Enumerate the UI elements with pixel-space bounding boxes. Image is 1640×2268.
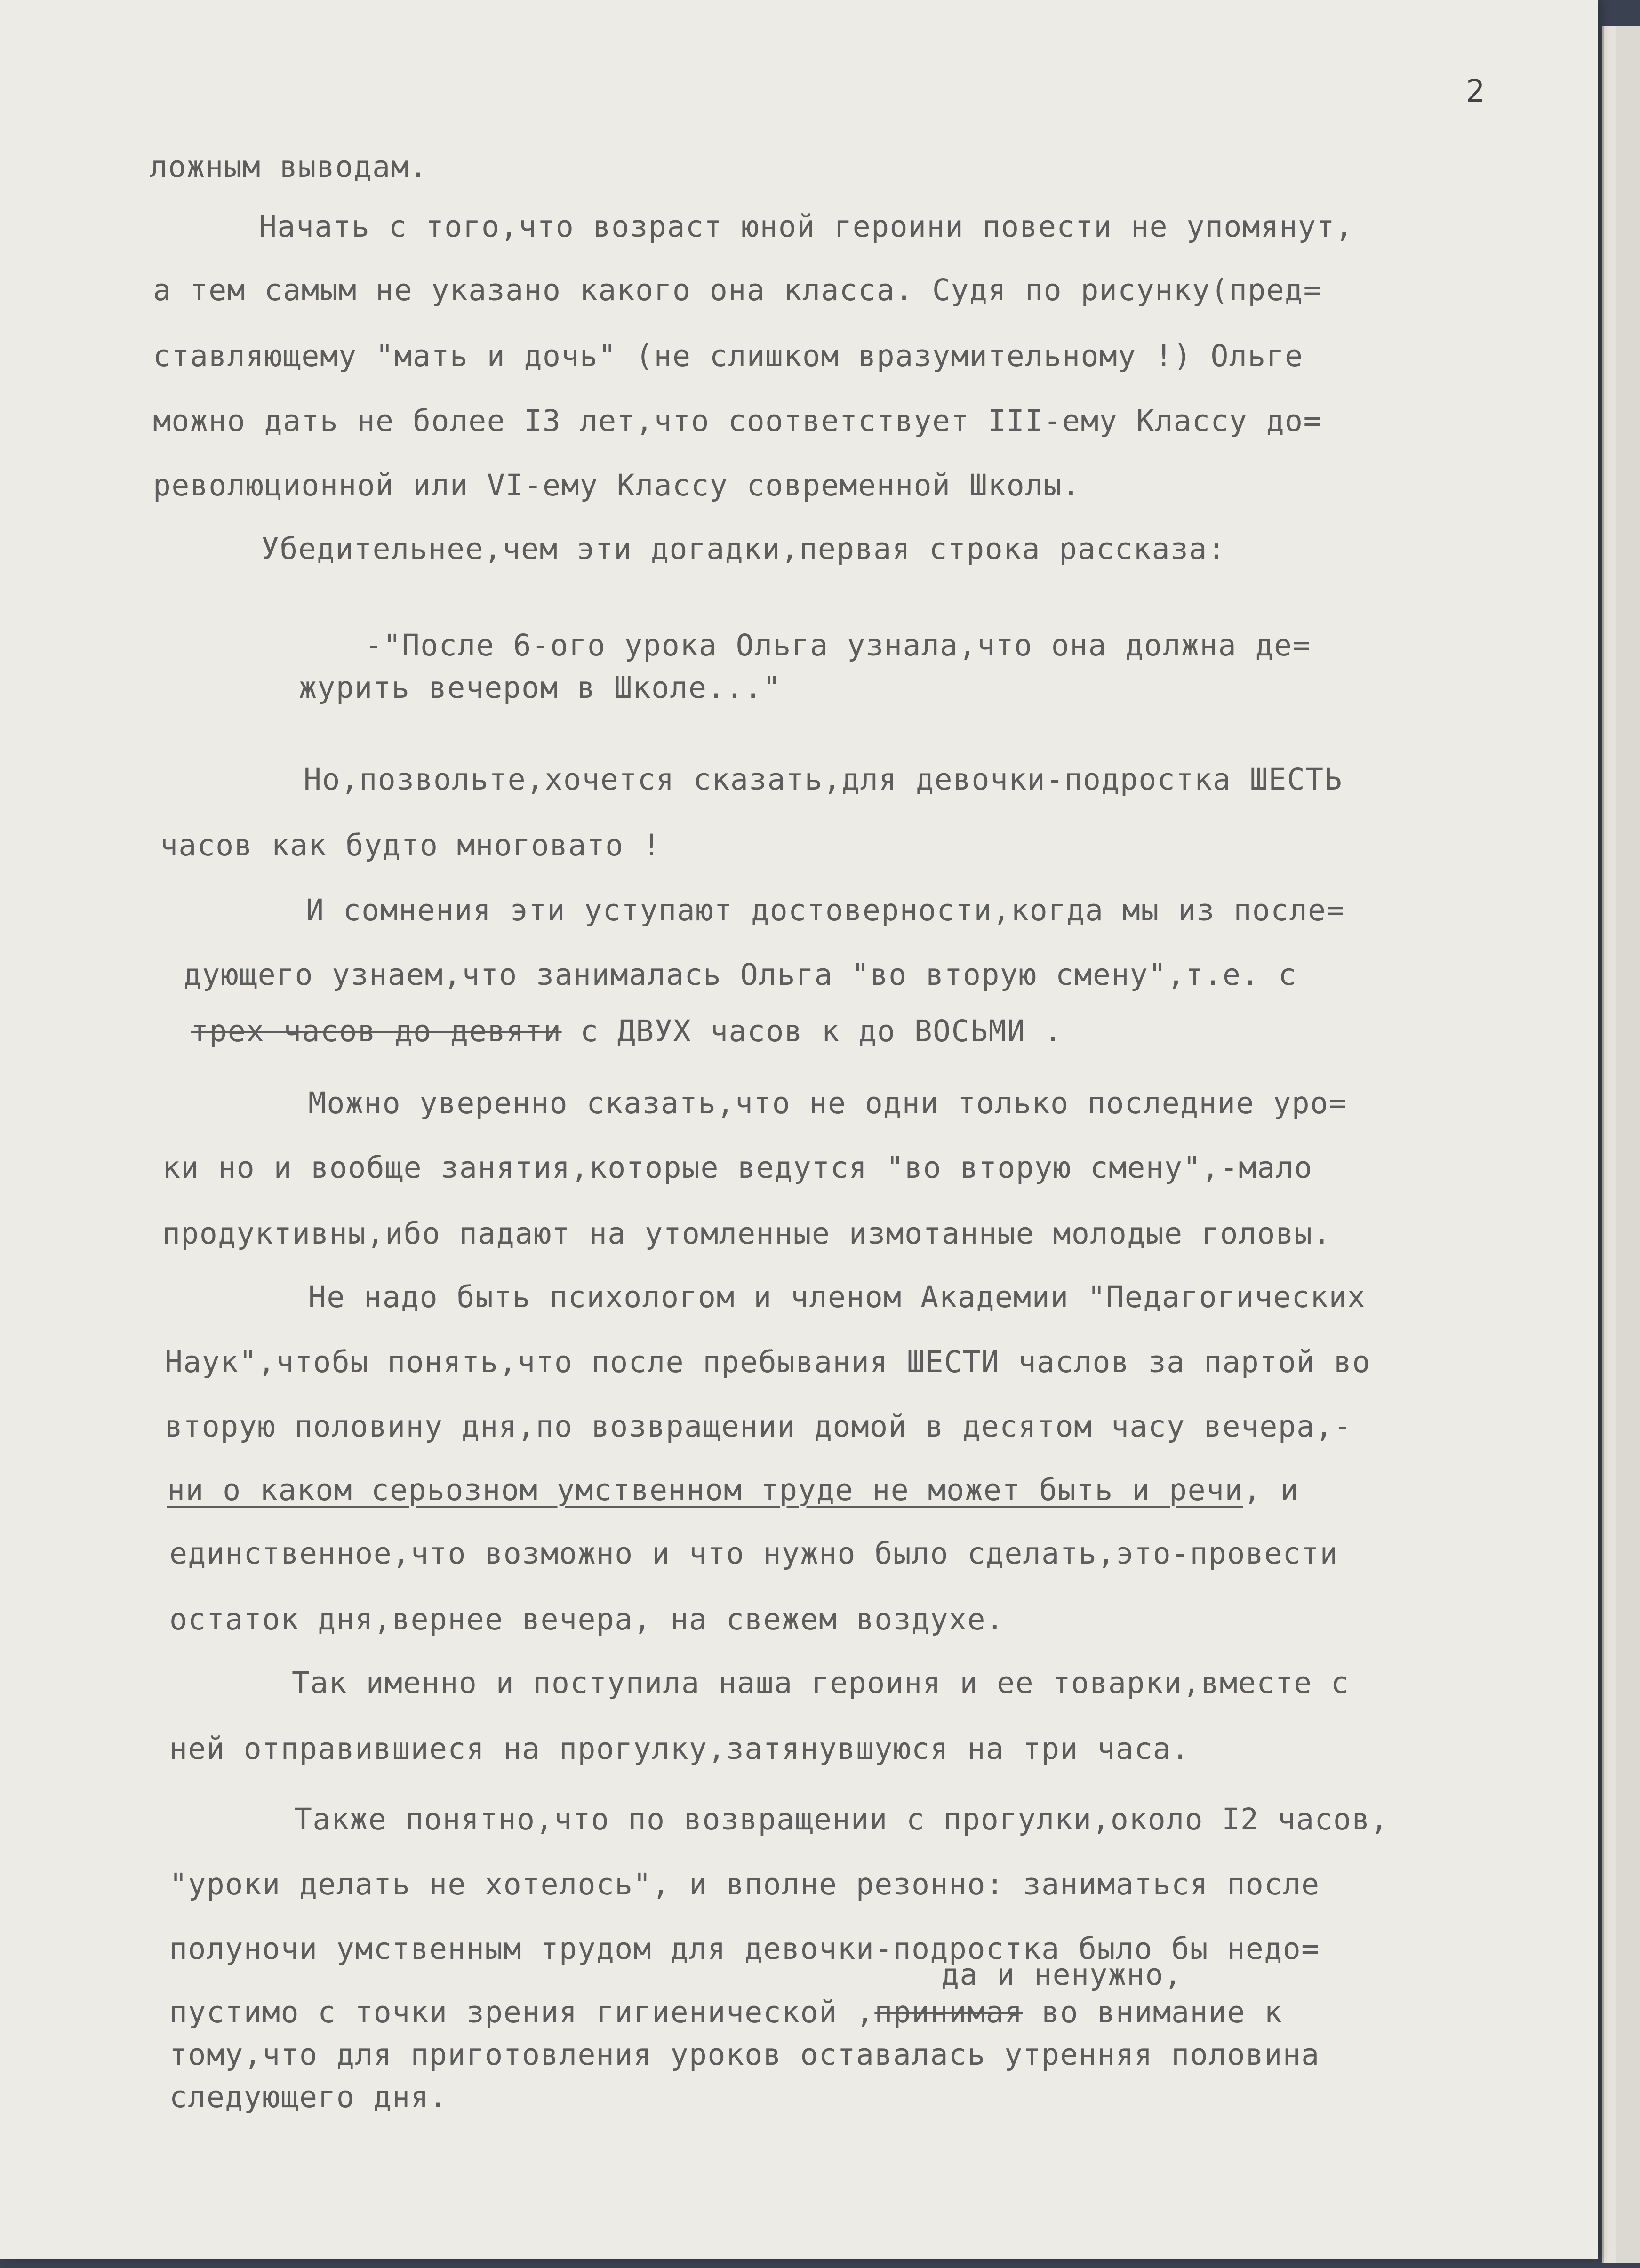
text-line — [191, 1014, 1063, 1048]
text-line: а тем самым не указано какого она класса. Судя по рисунку(пред= — [153, 273, 1322, 307]
text-line: вторую половину дня,по возвращении домой в десятом часу вечера,- — [165, 1409, 1352, 1444]
text-line: Убедительнее,чем эти догадки,первая строка рассказа: — [261, 532, 1226, 566]
text-line: ней отправившиеся на прогулку,затянувшуюся на три часа. — [169, 1732, 1190, 1766]
quote-line: журить вечером в Школе..." — [299, 671, 782, 705]
text-line: дующего узнаем,что занималась Ольга "во вторую смену",т.е. с — [184, 958, 1297, 992]
correction-text: с ДВУХ часов к до ВОСЬМИ . — [561, 1014, 1063, 1048]
text-line: следующего дня. — [169, 2080, 448, 2114]
text-line: Можно уверенно сказать,что не одни только последние уро= — [308, 1086, 1348, 1120]
inserted-line: да и ненужно, — [941, 1957, 1183, 1992]
underlined-text: ни о каком серьозном умственном труде не может быть и речи — [167, 1473, 1243, 1507]
text-line: ки но и вообще занятия,которые ведутся "во вторую смену",-мало — [162, 1150, 1313, 1185]
text-line: полуночи умственным трудом для девочки-подростка было бы недо= — [169, 1932, 1320, 1966]
text-line: Также понятно,что по возвращении с прогулки,около I2 часов, — [294, 1802, 1389, 1837]
text-line: ни о каком серьозном умственном труде не может быть и речи, и — [167, 1473, 1299, 1507]
text-line: часов как будто многовато ! — [160, 828, 661, 862]
quote-line: -"После 6-ого урока Ольга узнала,что она должна де= — [365, 628, 1311, 663]
text-line: тому,что для приготовления уроков оставалась утренняя половина — [169, 2037, 1320, 2072]
text-line: ложным выводам. — [150, 150, 428, 184]
text-line: Наук",чтобы понять,что после пребывания ШЕСТИ часлов за партой во — [165, 1345, 1371, 1379]
text-line: революционной или VI-ему Классу современной Школы. — [153, 468, 1081, 503]
text-line: можно дать не более I3 лет,что соответствует III-ему Классу до= — [153, 404, 1322, 438]
text-line: Так именно и поступила наша героиня и ее товарки,вместе с — [292, 1666, 1350, 1700]
text-line: "уроки делать не хотелось", и вполне резонно: заниматься после — [169, 1867, 1320, 1901]
text-line: пустимо с точки зрения гигиенической ,принимая во внимание к — [169, 1995, 1283, 2029]
page-stack-edge — [1612, 26, 1640, 2263]
text-line: остаток дня,вернее вечера, на свежем воздухе. — [169, 1602, 1005, 1637]
page-stack-edge — [1602, 26, 1616, 2263]
text-line: Не надо быть психологом и членом Академии "Педагогических — [308, 1280, 1366, 1314]
text-line: продуктивны,ибо падают на утомленные измотанные молодые головы. — [162, 1216, 1332, 1251]
text-line: ставляющему "мать и дочь" (не слишком вразумительному !) Ольге — [153, 339, 1304, 373]
struck-text: принимая — [874, 1995, 1023, 2029]
struck-text: трех часов до девяти — [191, 1014, 562, 1048]
text-line: Но,позвольте,хочется сказать,для девочки-подростка ШЕСТЬ — [304, 762, 1343, 797]
page-number: 2 — [1466, 73, 1486, 109]
text-line: единственное,что возможно и что нужно было сделать,это-провести — [169, 1536, 1339, 1571]
text-line: Начать с того,что возраст юной героини повести не упомянут, — [259, 209, 1354, 244]
text-line: И сомнения эти уступают достоверности,когда мы из после= — [306, 893, 1345, 927]
